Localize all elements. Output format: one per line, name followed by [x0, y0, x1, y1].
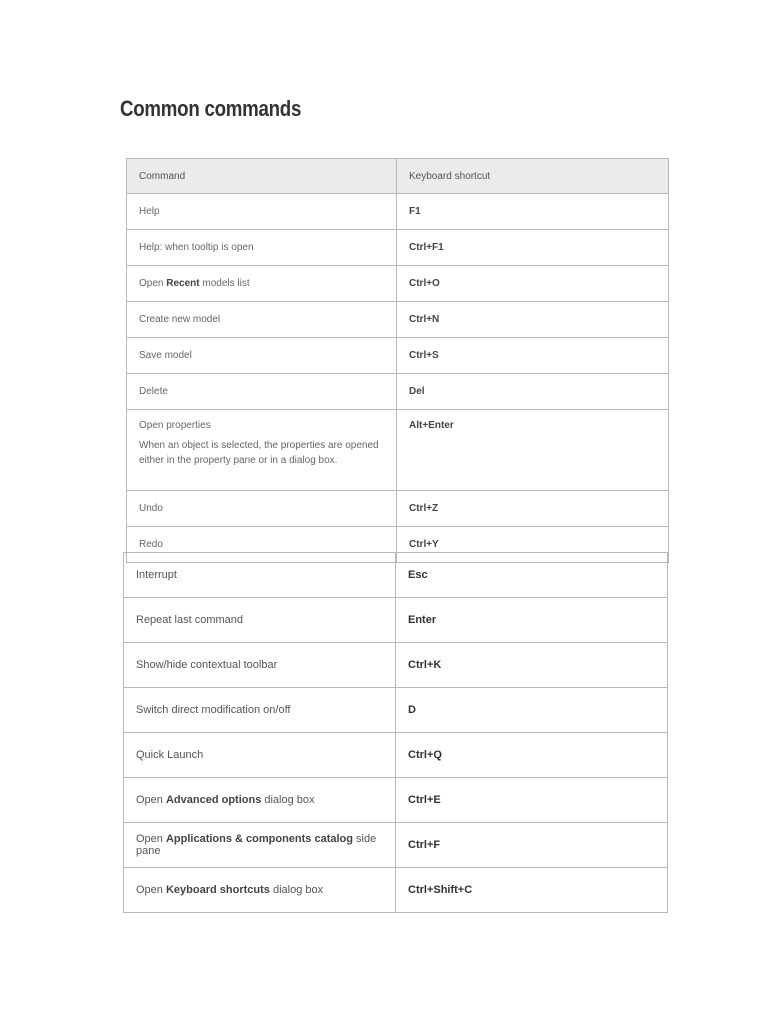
command-cell: Save model: [127, 338, 397, 374]
command-cell: Help: [127, 194, 397, 230]
command-cell: Switch direct modification on/off: [124, 688, 396, 733]
shortcut-cell: Ctrl+Shift+C: [396, 868, 668, 913]
shortcut-cell: Ctrl+Y: [397, 527, 669, 563]
table-row: [127, 302, 669, 338]
table-row: [124, 868, 668, 913]
shortcut-cell: Ctrl+Q: [396, 733, 668, 778]
shortcut-cell: F1: [397, 194, 669, 230]
table-row: [124, 823, 668, 868]
commands-table-part-1: [126, 158, 669, 563]
shortcut-cell: Ctrl+N: [397, 302, 669, 338]
command-cell: Delete: [127, 374, 397, 410]
column-header-shortcut: Keyboard shortcut: [397, 159, 669, 194]
command-cell: Open Applications & components catalog side pane: [124, 823, 396, 868]
command-cell: Repeat last command: [124, 598, 396, 643]
table-row: [124, 778, 668, 823]
shortcut-cell: Alt+Enter: [397, 410, 669, 491]
table-row: [127, 338, 669, 374]
commands-table-part-2: [123, 552, 668, 913]
table-row: [124, 553, 668, 598]
command-description: When an object is selected, the properties are opened either in the property pane or in a dialog box.: [139, 440, 379, 466]
command-cell: Undo: [127, 491, 397, 527]
command-cell: Show/hide contextual toolbar: [124, 643, 396, 688]
command-cell: Open Keyboard shortcuts dialog box: [124, 868, 396, 913]
shortcut-cell: Ctrl+E: [396, 778, 668, 823]
shortcut-cell: Ctrl+F1: [397, 230, 669, 266]
shortcut-cell: Ctrl+Z: [397, 491, 669, 527]
table-header-row: [127, 159, 669, 194]
table-row: [124, 733, 668, 778]
table-row: [124, 598, 668, 643]
table-row: [127, 374, 669, 410]
shortcut-cell: Ctrl+S: [397, 338, 669, 374]
table-row: [127, 230, 669, 266]
shortcut-cell: D: [396, 688, 668, 733]
table-row: [127, 194, 669, 230]
command-cell: Help: when tooltip is open: [127, 230, 397, 266]
command-cell: Open properties When an object is selected, the properties are opened either in the property pane or in a dialog box.: [127, 410, 397, 491]
command-cell: Open Advanced options dialog box: [124, 778, 396, 823]
command-cell: Interrupt: [124, 553, 396, 598]
command-cell: Redo: [127, 527, 397, 563]
shortcut-cell: Esc: [396, 553, 668, 598]
table-row: [124, 643, 668, 688]
table-row: [124, 688, 668, 733]
shortcut-cell: Ctrl+O: [397, 266, 669, 302]
column-header-command: Command: [127, 159, 397, 194]
shortcut-cell: Del: [397, 374, 669, 410]
command-cell: Open Recent models list: [127, 266, 397, 302]
shortcut-cell: Enter: [396, 598, 668, 643]
page-title: Common commands: [120, 96, 302, 121]
shortcut-cell: Ctrl+F: [396, 823, 668, 868]
command-cell: Create new model: [127, 302, 397, 338]
command-cell: Quick Launch: [124, 733, 396, 778]
table-row: [127, 410, 669, 491]
shortcut-cell: Ctrl+K: [396, 643, 668, 688]
table-row: [127, 491, 669, 527]
table-row: [127, 266, 669, 302]
